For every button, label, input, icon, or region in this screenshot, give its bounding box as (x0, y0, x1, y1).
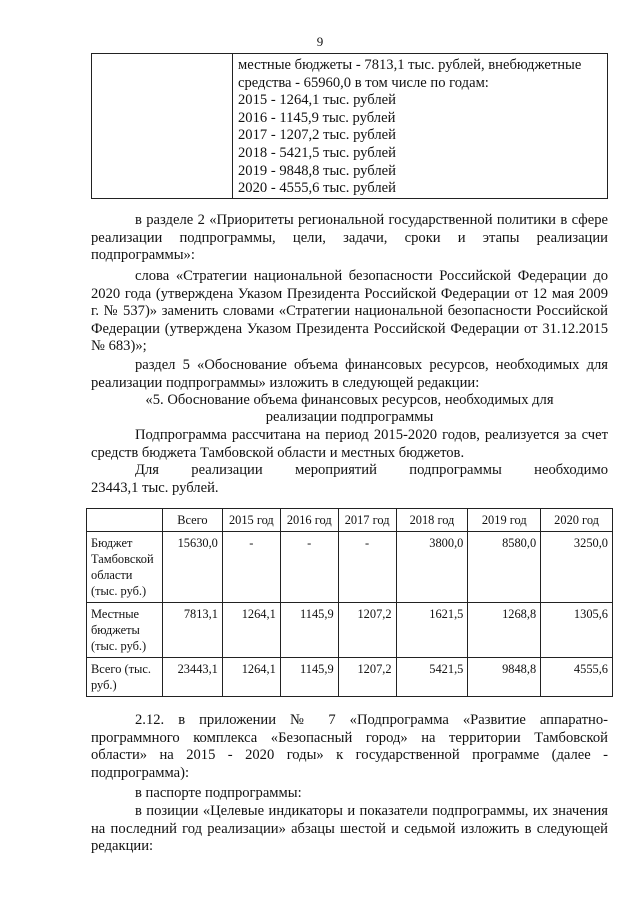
table-cell: 23443,1 (162, 658, 222, 697)
paragraph-indicators: в позиции «Целевые индикаторы и показатели подпрограммы, их значения на последний год реализации» абзацы шестой и седьмой изложить в следующей редакции: (91, 803, 608, 855)
table-cell: 1305,6 (541, 603, 613, 658)
table-cell: 3250,0 (541, 532, 613, 603)
funding-summary-table (91, 53, 608, 199)
table-cell: - (338, 532, 396, 603)
table-cell: - (280, 532, 338, 603)
funding-line: местные бюджеты - 7813,1 тыс. рублей, внебюджетные (238, 57, 582, 73)
header-cell: 2020 год (541, 509, 613, 532)
paragraph-appendix7: 2.12. в приложении № 7 «Подпрограмма «Развитие аппаратно-программного комплекса «Безопасный город» на территории Тамбовской области» на 2015 - 2020 годы» к государственной программе (далее - подпрограмма): (91, 712, 608, 781)
paragraph-strategy-words: слова «Стратегии национальной безопасности Российской Федерации до 2020 года (утверждена Указом Президента Российской Федерации от 12 мая 2009 г. № 537)» заменить словами «Стратегии национальной безопасности Российской Федерации (утверждена Указом Президента Российской Федерации от 31.12.2015 № 683)»; (91, 268, 608, 355)
table-cell: 1145,9 (280, 603, 338, 658)
funding-values-cell (233, 54, 608, 199)
row-label: Местные бюджеты (тыс. руб.) (87, 603, 163, 658)
header-cell (87, 509, 163, 532)
header-cell: 2018 год (396, 509, 468, 532)
table-cell: 1268,8 (468, 603, 541, 658)
paragraph-required-line1: Для реализации мероприятий подпрограммы необходимо (135, 462, 608, 478)
funding-line: 2016 - 1145,9 тыс. рублей (238, 109, 396, 126)
header-cell: Всего (162, 509, 222, 532)
funding-line: 2018 - 5421,5 тыс. рублей (238, 144, 396, 161)
table-cell: - (222, 532, 280, 603)
table-cell: 1207,2 (338, 603, 396, 658)
row-label: Бюджет Тамбовской области (тыс. руб.) (87, 532, 163, 603)
paragraph-section2: в разделе 2 «Приоритеты региональной государственной политики в сфере реализации подпрограммы, цели, задачи, сроки и этапы реализации подпрограммы»: (91, 212, 608, 264)
header-cell: 2019 год (468, 509, 541, 532)
paragraph-passport: в паспорте подпрограммы: (135, 785, 302, 801)
table-row (87, 603, 613, 658)
table-cell: 7813,1 (162, 603, 222, 658)
paragraph-section5: раздел 5 «Обоснование объема финансовых ресурсов, необходимых для реализации подпрограммы» изложить в следующей редакции: (91, 357, 608, 391)
table-cell: 1264,1 (222, 658, 280, 697)
funding-line: 2017 - 1207,2 тыс. рублей (238, 127, 396, 144)
funding-line: 2015 - 1264,1 тыс. рублей (238, 92, 396, 109)
row-label: Всего (тыс. руб.) (87, 658, 163, 697)
table-row (87, 532, 613, 603)
table-cell: 8580,0 (468, 532, 541, 603)
header-cell: 2016 год (280, 509, 338, 532)
funding-line: 2020 - 4555,6 тыс. рублей (238, 180, 396, 197)
section-heading-line1: «5. Обоснование объема финансовых ресурсов, необходимых для (145, 392, 554, 408)
table-cell: 1621,5 (396, 603, 468, 658)
table-cell: 5421,5 (396, 658, 468, 697)
header-cell: 2017 год (338, 509, 396, 532)
page-number: 9 (316, 34, 324, 49)
budget-table (86, 508, 613, 697)
table-cell: 1145,9 (280, 658, 338, 697)
table-cell: 15630,0 (162, 532, 222, 603)
funding-label-cell (92, 54, 233, 199)
budget-table-header-row (87, 509, 613, 532)
section-heading-line2: реализации подпрограммы (265, 409, 434, 425)
table-cell: 1264,1 (222, 603, 280, 658)
paragraph-period: Подпрограмма рассчитана на период 2015-2020 годов, реализуется за счет средств бюджета Тамбовской области и местных бюджетов. (91, 427, 608, 461)
funding-line: 2019 - 9848,8 тыс. рублей (238, 162, 396, 179)
header-cell: 2015 год (222, 509, 280, 532)
table-cell: 4555,6 (541, 658, 613, 697)
table-cell: 1207,2 (338, 658, 396, 697)
table-cell: 9848,8 (468, 658, 541, 697)
funding-line: средства - 65960,0 в том числе по годам: (238, 74, 489, 91)
table-row (87, 658, 613, 697)
table-cell: 3800,0 (396, 532, 468, 603)
paragraph-required-line2: 23443,1 тыс. рублей. (91, 480, 219, 496)
